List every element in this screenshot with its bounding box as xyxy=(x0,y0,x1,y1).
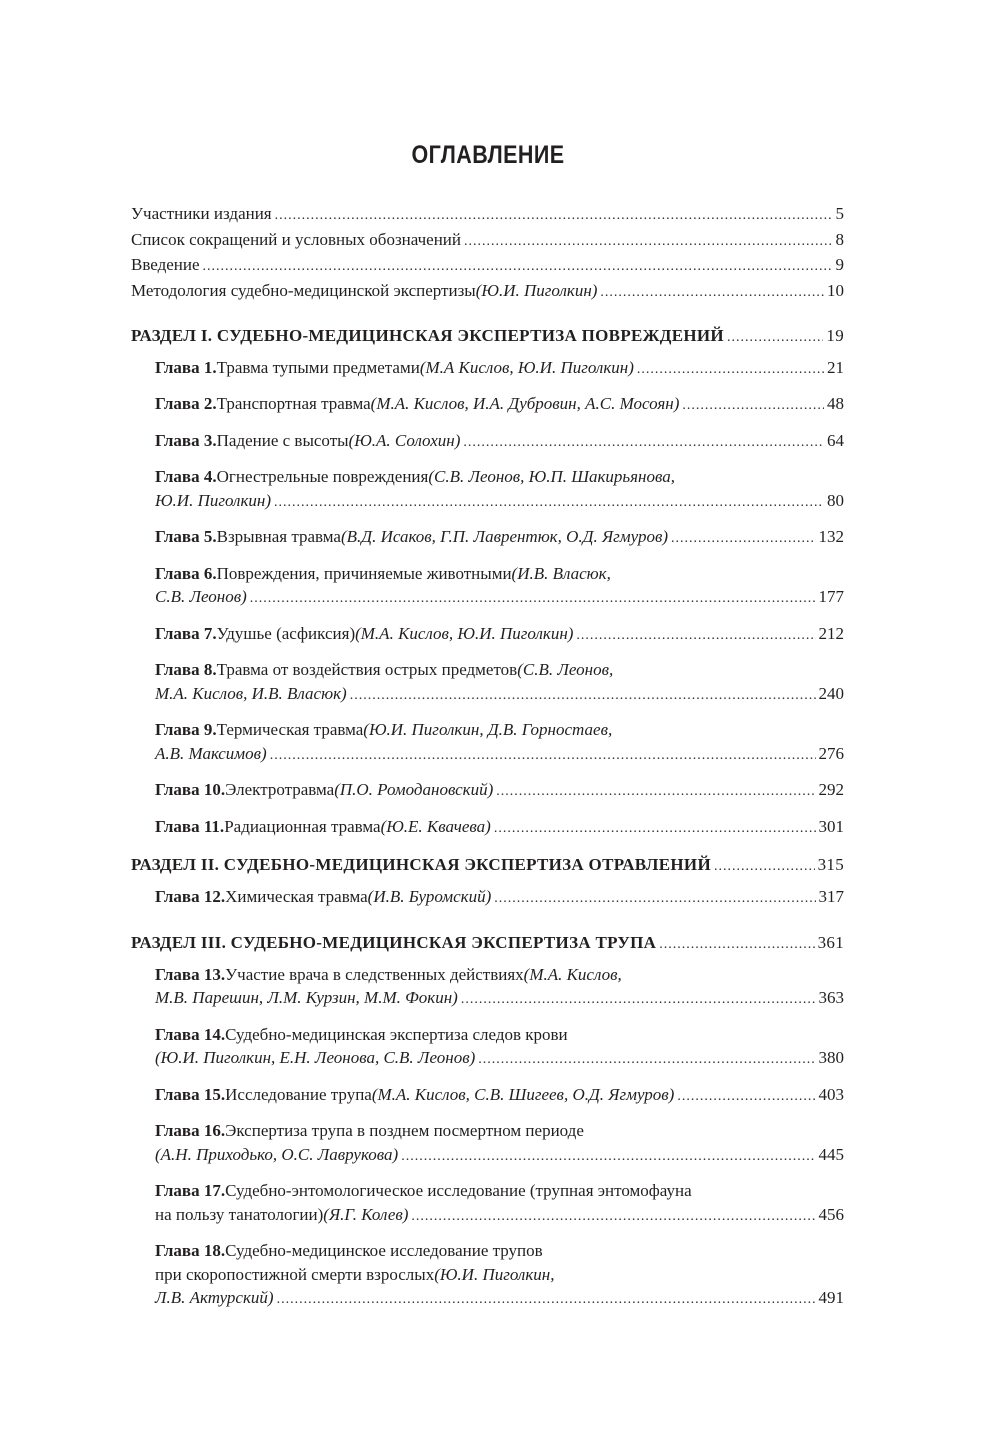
section-title: РАЗДЕЛ III. СУДЕБНО-МЕДИЦИНСКАЯ ЭКСПЕРТИЗА ТРУПА xyxy=(131,933,657,952)
chapter-label: Глава 9. xyxy=(155,720,217,739)
toc-chapter-4[interactable] xyxy=(131,465,844,514)
toc-entry-introduction[interactable] xyxy=(131,253,844,279)
leader-dots xyxy=(714,853,815,879)
page-number: 80 xyxy=(827,490,844,510)
toc-chapter-1[interactable] xyxy=(131,356,844,382)
chapter-authors-cont: Л.В. Актурский) xyxy=(155,1288,274,1307)
chapter-label: Глава 15. xyxy=(155,1084,226,1104)
leader-dots xyxy=(637,356,824,382)
page-number: 240 xyxy=(818,683,844,703)
page-number: 315 xyxy=(817,855,844,874)
chapter-title: Химическая травма xyxy=(225,886,368,906)
chapter-authors: (С.В. Леонов, xyxy=(517,660,614,679)
chapter-label: Глава 8. xyxy=(155,660,217,679)
chapter-authors: (И.В. Власюк, xyxy=(511,563,611,583)
leader-dots xyxy=(270,742,816,768)
chapter-label: Глава 3. xyxy=(155,430,217,450)
toc-chapter-14[interactable] xyxy=(131,1023,844,1072)
page-number: 445 xyxy=(818,1144,844,1164)
entry-title: Список сокращений и условных обозначений xyxy=(131,229,462,249)
page-number: 380 xyxy=(818,1048,844,1067)
toc-chapter-11[interactable] xyxy=(131,815,844,841)
toc-chapter-16[interactable] xyxy=(131,1119,844,1168)
chapter-title: Исследование трупа xyxy=(225,1084,372,1104)
toc-chapter-18[interactable] xyxy=(131,1239,844,1312)
leader-dots xyxy=(274,489,824,515)
toc-entry-abbreviations[interactable] xyxy=(131,228,844,254)
chapter-title: Радиационная травма xyxy=(224,816,381,836)
table-of-contents xyxy=(131,202,844,1312)
chapter-authors-cont: С.В. Леонов) xyxy=(155,587,247,606)
chapter-authors: (Ю.Е. Квачева) xyxy=(380,816,491,836)
leader-dots xyxy=(277,1286,816,1312)
page-number: 9 xyxy=(835,255,844,274)
leader-dots xyxy=(600,279,824,305)
chapter-label: Глава 11. xyxy=(155,816,225,836)
entry-title: Методология судебно-медицинской экспертизы xyxy=(131,280,476,300)
chapter-authors: (И.В. Буромский) xyxy=(367,886,492,906)
page-number: 361 xyxy=(817,933,844,952)
toc-chapter-6[interactable] xyxy=(131,562,844,611)
chapter-title: Падение с высоты xyxy=(216,430,349,450)
page-number: 317 xyxy=(818,886,844,906)
toc-chapter-7[interactable] xyxy=(131,622,844,648)
chapter-authors-cont: Ю.И. Пиголкин) xyxy=(155,490,272,510)
section-title: РАЗДЕЛ I. СУДЕБНО-МЕДИЦИНСКАЯ ЭКСПЕРТИЗА ПОВРЕЖДЕНИЙ xyxy=(131,326,724,345)
chapter-authors: (М.А. Кислов, xyxy=(523,964,622,984)
chapter-label: Глава 12. xyxy=(155,886,226,906)
entry-title: Участники издания xyxy=(131,204,272,223)
chapter-label: Глава 1. xyxy=(155,357,217,377)
page-number: 403 xyxy=(818,1084,844,1104)
chapter-authors: (М.А. Кислов, С.В. Шигеев, О.Д. Ягмуров) xyxy=(371,1084,675,1104)
chapter-title: Участие врача в следственных действиях xyxy=(225,964,524,984)
toc-chapter-5[interactable] xyxy=(131,525,844,551)
toc-chapter-13[interactable] xyxy=(131,963,844,1012)
chapter-label: Глава 2. xyxy=(155,394,217,413)
page-number: 21 xyxy=(827,357,844,377)
chapter-authors-cont: А.В. Максимов) xyxy=(155,743,267,763)
chapter-title: Судебно-медицинская экспертиза следов крови xyxy=(225,1024,568,1044)
chapter-authors: (Ю.И. Пиголкин, xyxy=(434,1264,555,1284)
page-number: 10 xyxy=(827,280,844,300)
chapter-authors: (Я.Г. Колев) xyxy=(323,1204,409,1224)
chapter-label: Глава 16. xyxy=(155,1121,226,1140)
chapter-title: Удушье (асфиксия) xyxy=(216,623,356,643)
page-number: 212 xyxy=(818,623,844,643)
leader-dots xyxy=(496,778,815,804)
page-number: 8 xyxy=(835,229,844,249)
chapter-authors: (П.О. Ромодановский) xyxy=(334,780,494,799)
leader-dots xyxy=(659,931,814,957)
toc-section-3[interactable] xyxy=(131,931,844,957)
chapter-title: Электротравма xyxy=(225,780,335,799)
chapter-label: Глава 14. xyxy=(155,1024,226,1044)
toc-chapter-15[interactable] xyxy=(131,1083,844,1109)
leader-dots xyxy=(250,585,816,611)
leader-dots xyxy=(401,1143,815,1169)
leader-dots xyxy=(461,986,816,1012)
chapter-authors-cont: М.А. Кислов, И.В. Власюк) xyxy=(155,683,347,703)
chapter-authors: (С.В. Леонов, Ю.П. Шакирьянова, xyxy=(428,467,675,486)
entry-title: Введение xyxy=(131,255,200,274)
chapter-authors: (Ю.А. Солохин) xyxy=(348,430,461,450)
chapter-title: Взрывная травма xyxy=(216,527,341,546)
chapter-label: Глава 7. xyxy=(155,623,217,643)
leader-dots xyxy=(275,202,833,228)
leader-dots xyxy=(494,885,815,911)
chapter-authors-cont: (Ю.И. Пиголкин, Е.Н. Леонова, С.В. Леонов) xyxy=(155,1048,476,1067)
chapter-label: Глава 13. xyxy=(155,964,226,984)
leader-dots xyxy=(576,622,815,648)
leader-dots xyxy=(682,392,824,418)
chapter-title: Огнестрельные повреждения xyxy=(216,467,429,486)
chapter-authors: (М.А. Кислов, Ю.И. Пиголкин) xyxy=(355,623,574,643)
page-number: 19 xyxy=(826,326,844,345)
page-number: 491 xyxy=(818,1288,844,1307)
section-title: РАЗДЕЛ II. СУДЕБНО-МЕДИЦИНСКАЯ ЭКСПЕРТИЗА ОТРАВЛЕНИЙ xyxy=(131,855,711,874)
chapter-title-cont: на пользу танатологии) xyxy=(155,1204,324,1224)
entry-authors: (Ю.И. Пиголкин) xyxy=(475,280,598,300)
chapter-title: Экспертиза трупа в позднем посмертном периоде xyxy=(225,1121,584,1140)
chapter-label: Глава 17. xyxy=(155,1181,226,1200)
toc-chapter-10[interactable] xyxy=(131,778,844,804)
chapter-label: Глава 5. xyxy=(155,527,217,546)
chapter-title: Повреждения, причиняемые животными xyxy=(216,563,512,583)
chapter-authors-cont: (А.Н. Приходько, О.С. Лаврукова) xyxy=(155,1144,399,1164)
leader-dots xyxy=(463,429,824,455)
toc-chapter-12[interactable] xyxy=(131,885,844,911)
page-number: 276 xyxy=(818,743,844,763)
leader-dots xyxy=(727,324,823,350)
toc-chapter-9[interactable] xyxy=(131,718,844,767)
toc-chapter-17[interactable] xyxy=(131,1179,844,1228)
toc-chapter-2[interactable] xyxy=(131,392,844,418)
page-number: 292 xyxy=(818,780,844,799)
chapter-label: Глава 18. xyxy=(155,1241,226,1260)
leader-dots xyxy=(464,228,832,254)
toc-chapter-8[interactable] xyxy=(131,658,844,707)
toc-section-2[interactable] xyxy=(131,853,844,879)
leader-dots xyxy=(411,1203,815,1229)
leader-dots xyxy=(677,1083,815,1109)
chapter-label: Глава 6. xyxy=(155,563,217,583)
chapter-authors: (В.Д. Исаков, Г.П. Лаврентюк, О.Д. Ягмуров) xyxy=(340,527,668,546)
page-number: 456 xyxy=(818,1204,844,1224)
toc-section-1[interactable] xyxy=(131,324,844,350)
toc-entry-participants[interactable] xyxy=(131,202,844,228)
chapter-title-cont: при скоропостижной смерти взрослых xyxy=(155,1264,435,1284)
chapter-authors-cont: М.В. Парешин, Л.М. Курзин, М.М. Фокин) xyxy=(155,988,458,1007)
chapter-authors: (Ю.И. Пиголкин, Д.В. Горностаев, xyxy=(363,720,613,739)
chapter-label: Глава 4. xyxy=(155,467,217,486)
chapter-label: Глава 10. xyxy=(155,780,226,799)
chapter-title: Транспортная травма xyxy=(216,394,371,413)
chapter-title: Судебно-энтомологическое исследование (трупная энтомофауна xyxy=(225,1181,692,1200)
page-number: 363 xyxy=(818,988,844,1007)
leader-dots xyxy=(350,682,816,708)
leader-dots xyxy=(478,1046,815,1072)
leader-dots xyxy=(671,525,816,551)
page-number: 5 xyxy=(835,204,844,223)
page-number: 177 xyxy=(818,587,844,606)
chapter-authors: (М.А Кислов, Ю.И. Пиголкин) xyxy=(419,357,634,377)
chapter-title: Термическая травма xyxy=(216,720,364,739)
toc-chapter-3[interactable] xyxy=(131,429,844,455)
page-number: 132 xyxy=(818,527,844,546)
chapter-title: Травма от воздействия острых предметов xyxy=(216,660,518,679)
page-number: 64 xyxy=(827,430,844,450)
page-title: ОГЛАВЛЕНИЕ xyxy=(411,141,565,169)
page-number: 301 xyxy=(818,816,844,836)
chapter-authors: (М.А. Кислов, И.А. Дубровин, А.С. Мосоян) xyxy=(370,394,680,413)
chapter-title: Травма тупыми предметами xyxy=(216,357,420,377)
leader-dots xyxy=(203,253,833,279)
chapter-title: Судебно-медицинское исследование трупов xyxy=(225,1241,543,1260)
toc-entry-methodology[interactable] xyxy=(131,279,844,305)
leader-dots xyxy=(494,815,816,841)
page-number: 48 xyxy=(827,394,844,413)
